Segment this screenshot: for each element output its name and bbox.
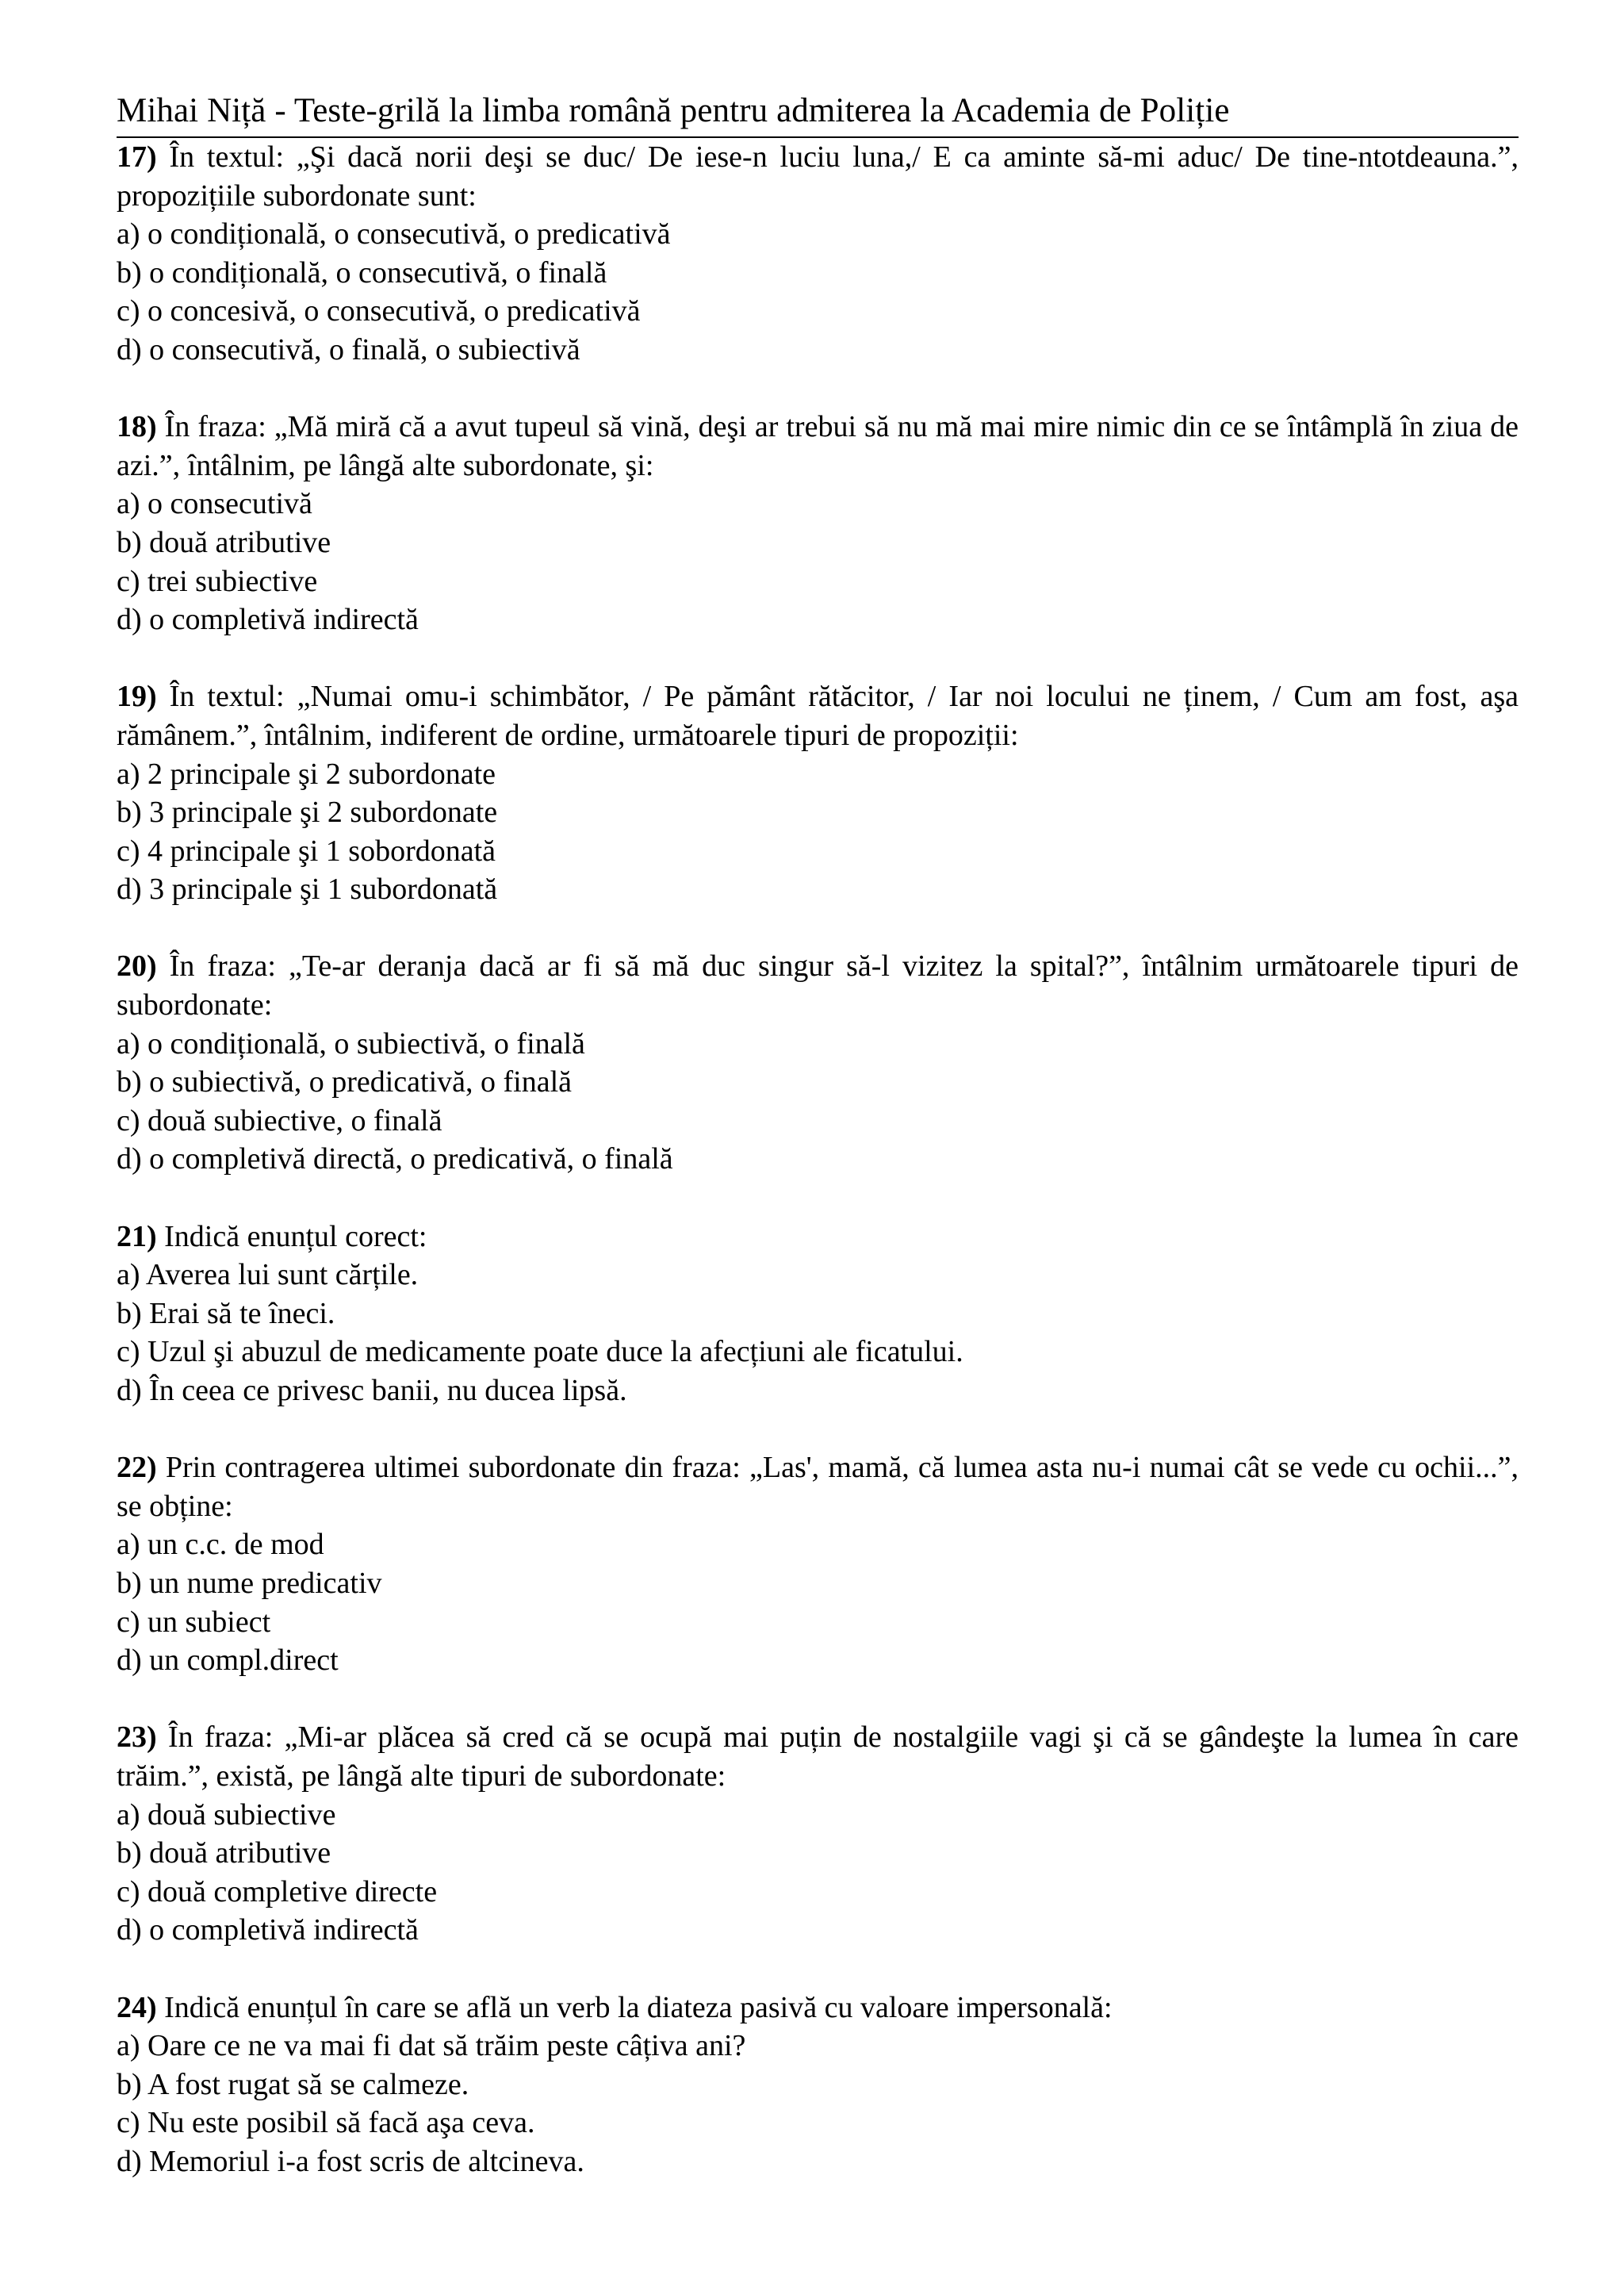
question-stem [117, 947, 1519, 1024]
question-19 [117, 677, 1519, 909]
question-24 [117, 1989, 1519, 2181]
document-page [117, 87, 1519, 2181]
answer-option-d: d) o consecutivă, o finală, o subiectivă [117, 332, 580, 366]
question-text: Prin contragerea ultimei subordonate din fraza: „Las', mamă, că lumea asta nu-i numai cât se vede cu ochii...”, se obține: [117, 1451, 1519, 1523]
answer-option-d: d) o completivă indirectă [117, 1913, 419, 1947]
answer-option-a: a) două subiective [117, 1797, 336, 1832]
answer-option-a: a) Oare ce ne va mai fi dat să trăim peste câțiva ani? [117, 2029, 746, 2063]
answer-option-d: d) 3 principale şi 1 subordonată [117, 873, 498, 907]
question-number: 20) [117, 949, 157, 984]
question-stem [117, 1718, 1519, 1795]
running-header: Mihai Niță - Teste-grilă la limba română pentru admiterea la Academia de Poliție [117, 92, 1230, 129]
answer-option-b: b) A fost rugat să se calmeze. [117, 2067, 469, 2101]
question-text: În fraza: „Mi-ar plăcea să cred că se ocupă mai puțin de nostalgiile vagi şi că se gândeşte la lumea în care trăim.”, există, pe lângă alte tipuri de subordonate: [117, 1720, 1519, 1793]
question-18 [117, 408, 1519, 639]
answer-option-c: c) Uzul şi abuzul de medicamente poate duce la afecțiuni ale ficatului. [117, 1335, 963, 1369]
answer-option-a: a) o condițională, o subiectivă, o finală [117, 1026, 585, 1061]
answer-option-b: b) două atributive [117, 1836, 331, 1870]
question-20 [117, 947, 1519, 1179]
answer-option-b: b) un nume predicativ [117, 1566, 382, 1600]
answer-option-b: b) Erai să te îneci. [117, 1296, 335, 1330]
question-stem [117, 138, 1519, 215]
question-text: Indică enunțul corect: [156, 1219, 427, 1253]
answer-option-b: b) o subiectivă, o predicativă, o finală [117, 1065, 573, 1099]
answer-option-c: c) un subiect [117, 1605, 271, 1639]
question-text: În fraza: „Mă miră că a avut tupeul să vină, deşi ar trebui să nu mă mai mire nimic din ce se întâmplă în ziua de azi.”, întâlnim, pe lângă alte subordonate, şi: [117, 410, 1519, 482]
answer-option-c: c) trei subiective [117, 564, 318, 598]
answer-option-d: d) În ceea ce privesc banii, nu ducea lipsă. [117, 1374, 627, 1407]
answer-option-a: a) Averea lui sunt cărțile. [117, 1258, 419, 1292]
question-21 [117, 1218, 1519, 1410]
question-text: În textul: „Numai omu-i schimbător, / Pe pământ rătăcitor, / Iar noi locului ne ținem, / Cum am fost, aşa rămânem.”, întâlnim, indiferent de ordine, următoarele tipuri de propoziții: [117, 680, 1519, 752]
answer-option-c: c) două completive directe [117, 1874, 438, 1908]
answer-option-b: b) 3 principale şi 2 subordonate [117, 796, 498, 830]
question-17 [117, 138, 1519, 370]
answer-option-c: c) o concesivă, o consecutivă, o predicativă [117, 294, 641, 328]
question-23 [117, 1718, 1519, 1950]
answer-option-c: c) 4 principale şi 1 sobordonată [117, 834, 496, 868]
question-number: 17) [117, 140, 157, 174]
question-text: Indică enunțul în care se află un verb la diateza pasivă cu valoare impersonală: [156, 1990, 1113, 2024]
question-list [117, 138, 1519, 2181]
answer-option-a: a) o consecutivă [117, 487, 312, 521]
question-text: În fraza: „Te-ar deranja dacă ar fi să mă duc singur să-l vizitez la spital?”, întâlnim următoarele tipuri de subordonate: [117, 949, 1519, 1022]
question-22 [117, 1448, 1519, 1680]
question-number: 22) [117, 1451, 157, 1485]
answer-option-b: b) două atributive [117, 525, 331, 559]
answer-option-d: d) o completivă indirectă [117, 603, 419, 637]
question-number: 19) [117, 680, 157, 714]
answer-option-a: a) 2 principale şi 2 subordonate [117, 757, 496, 791]
question-number: 24) [117, 1990, 157, 2024]
question-stem [117, 1448, 1519, 1525]
question-number: 21) [117, 1219, 157, 1253]
answer-option-d: d) Memoriul i-a fost scris de altcineva. [117, 2144, 584, 2178]
question-stem [117, 1218, 1519, 1256]
question-text: În textul: „Şi dacă norii deşi se duc/ De iese-n luciu luna,/ E ca aminte să-mi aduc/ De tine-ntotdeauna.”, propozițiile subordonate sunt: [117, 140, 1519, 213]
answer-option-b: b) o condițională, o consecutivă, o finală [117, 255, 607, 290]
question-number: 23) [117, 1720, 157, 1755]
answer-option-a: a) un c.c. de mod [117, 1528, 324, 1562]
question-stem [117, 677, 1519, 754]
answer-option-c: c) Nu este posibil să facă aşa ceva. [117, 2106, 535, 2140]
question-number: 18) [117, 410, 157, 444]
question-stem [117, 1989, 1519, 2027]
answer-option-d: d) o completivă directă, o predicativă, o finală [117, 1142, 673, 1176]
answer-option-a: a) o condițională, o consecutivă, o predicativă [117, 217, 671, 251]
answer-option-d: d) un compl.direct [117, 1644, 339, 1678]
answer-option-c: c) două subiective, o finală [117, 1103, 442, 1137]
question-stem [117, 408, 1519, 485]
